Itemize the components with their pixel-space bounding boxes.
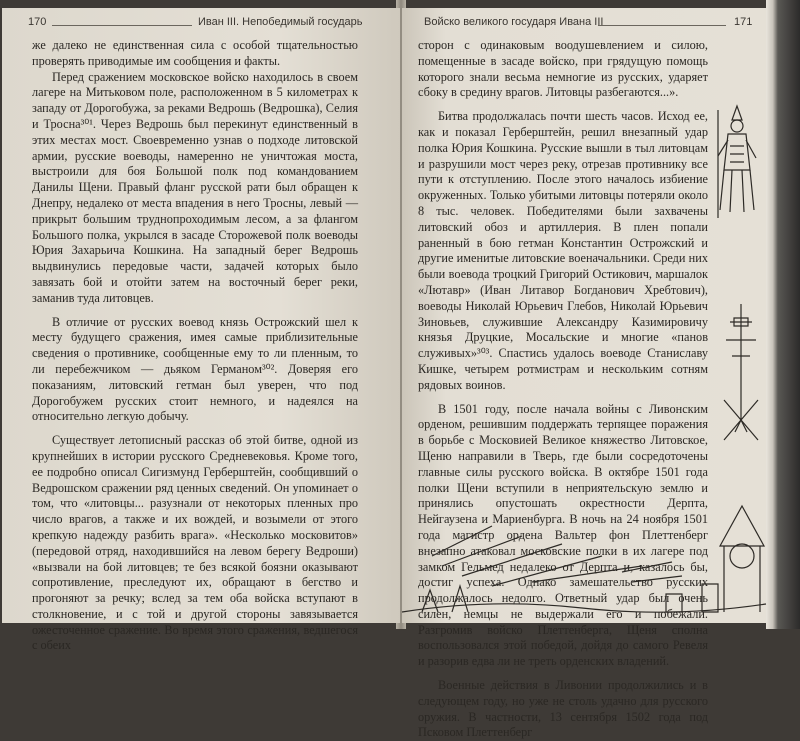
paragraph: Битва продолжалась почти шесть часов. Исход ее, как и показал Герберштейн, решил внезапный удар полка Юрия Кошкина. Русские вышли в тыл литовцам и разрушили мост через реку, отрезав противнику все пути к отступлению. После этого началось избиение окруженных. Только убитыми литовцы потеряли около 8 тыс. человек. Победителями были захвачены литовский обоз и артиллерия. В плен попали раненный в бою гетман Константин Острожский и другие именитые литовские военачальники. Среди них были воевода троцкий Григорий Остикович, маршалок «Лютавр» (Иван Литавор Богданович Хребтович), воеводы Николай Юрьевич Глебов, Николай Юрьевич Зиновьев, служившие Александру Казимировичу князья Друцкие, Мосальские и многие «панов служивых»³⁰³. Спастись удалось воеводе Станиславу Кишке, четырем ротмистрам и нескольким сотням рядовых воинов. (418, 109, 708, 392)
book-cover-edge (766, 0, 800, 629)
paragraph: В 1501 году, после начала войны с Ливонским орденом, решившим поддержать терпящее поражения в борьбе с Московией Великое княжество Литовское, Щеню направили в Тверь, где были сосредоточены главные силы русского войска. В октябре 1501 года полки Щени вступили в неприятельскую землю и принялись опустошать окрестности Дерпта, Нейгаузена и Мариенбурга. В ночь на 24 ноября 1501 года магистр ордена Вальтер фон Плеттенберг внезапно атаковал московские полки в их лагере под замком Гельмед недалеко от Дерпта и, казалось бы, достиг успеха. Однако замешательство русских продолжалось недолго. Ответный удар был очень силен, немцы не выдержали его и побежали. Разгромив войско Плеттенберга, Щеня сполна воспользовался этой победой, дойдя до самого Ревеля и разорив едва ли не треть орденских владений. (418, 401, 708, 669)
warrior-illustration (710, 100, 764, 220)
header-rule-right (598, 25, 726, 26)
header-rule-left (52, 25, 192, 26)
paragraph: сторон с одинаковым воодушевлением и силою, помещенные в засаде войско, при грядущую помощь которого знали весьма немногие из русских, ударяет сбоку в средину врагов. Литовцы разбегаются...». (418, 38, 708, 100)
right-page-text (418, 38, 708, 741)
left-page (2, 8, 400, 653)
paragraph: Военные действия в Ливонии продолжились и в следующем году, но уже не столь удачно для русского оружия. В частности, 13 сентября 1502 года под Псковом Плеттенберг (418, 678, 708, 740)
running-head-left: Иван III. Непобедимый государь (198, 16, 363, 28)
right-page (402, 8, 766, 740)
page-number-right: 171 (734, 16, 753, 28)
cross-swords-illustration (720, 300, 762, 450)
paragraph: Перед сражением московское войско находилось в своем лагере на Митьковом поле, расположенном в 5 километрах к западу от Дорогобужа, за реками Ведрошь (Ведрошка), Селия и Тросна³⁰¹. Через Ведрошь был перекинут единственный в этих местах мост. Своевременно узнав о подходе литовской армии, русские воеводы, намеренно не уничтожая моста, выстроили для боя Большой полк под командованием Данилы Щени. Правый фланг русской рати был обращен к Днепру, недалеко от места впадения в него Тросны, левый — прикрыт большим труднопроходимым лесом, а за флангом Большого полка, укрылся в засаде Сторожевой полк воеводы Юрия Захарьича Кошкина. На западный берег Ведрошь выдвинулись передовые части, задачей которых было завязать бой и отойти затем на восточный берег реки, заманив туда литовцев. (32, 69, 358, 305)
left-page-text (32, 38, 358, 654)
paragraph: Существует летописный рассказ об этой битве, одной из крупнейших в истории русского Средневековья. Кроме того, ее подробно описал Сигизмунд Герберштейн, сообщивший о Ведрошском сражении ряд ценных сведений. Он упоминает о том, что «литовцы... разузнали от некоторых пленных про число врагов, а также и их вождей, и возымели от этого крепкую надежду разбить врага». «Несколько московитов» (передовой отряд, находившийся на левом берегу Ведроши) «вызвали на бой литовцев; те без всякой боязни оказывают сопротивление, преследуют их, обращают в бегство и прогоняют за речку; вслед за тем оба войска вступают в столкновение, и с той и другой стороны завязывается ожесточенное сражение. Во время этого сражения, ведшегося с обеих (32, 433, 358, 653)
page-number-left: 170 (28, 16, 47, 28)
paragraph: же далеко не единственная сила с особой тщательностью проверять приводимые им сообщения и факты. (32, 38, 358, 68)
paragraph: В отличие от русских воевод князь Острожский шел к месту будущего сражения, имея самые приблизительные сведения о противнике, сообщенные ему то ли пленным, то ли перебежчиком — дьяком Германом³⁰². Доверяя его показаниям, литовский гетман был уверен, что под Дорогобужем русских стоит немного, и надеялся на относительно легкую добычу. (32, 314, 358, 424)
running-head-right: Войско великого государя Ивана III (424, 16, 604, 28)
battle-scene-illustration (402, 486, 766, 623)
